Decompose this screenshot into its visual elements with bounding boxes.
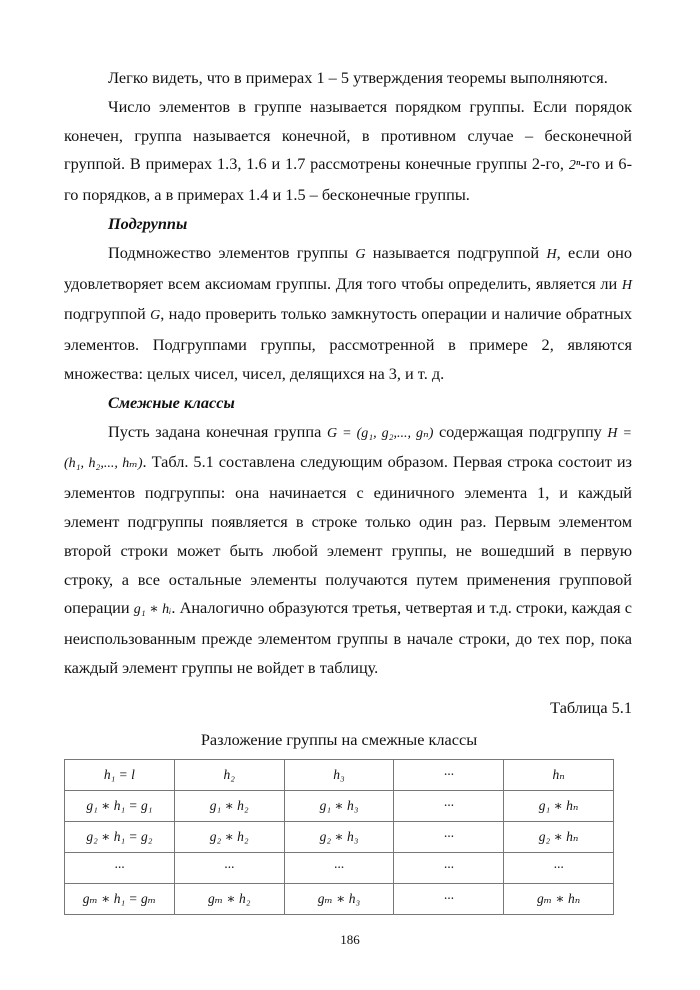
table-cell: ··· bbox=[394, 760, 504, 791]
heading-cosets: Смежные классы bbox=[108, 392, 235, 412]
table-cell: h₃ bbox=[284, 760, 394, 791]
table-cell: g₂ ∗ h₁ = g₂ bbox=[65, 822, 175, 853]
table-row bbox=[65, 884, 614, 915]
table-cell: hₙ bbox=[504, 760, 614, 791]
math: H bbox=[621, 277, 632, 293]
table-cell: ··· bbox=[284, 853, 394, 884]
table-row bbox=[65, 822, 614, 853]
table-row bbox=[65, 760, 614, 791]
text: Пусть задана конечная группа bbox=[108, 421, 327, 441]
table-cell: gₘ ∗ hₙ bbox=[504, 884, 614, 915]
paragraph-group-order bbox=[64, 93, 632, 210]
table-cell: g₁ ∗ h₁ = g₁ bbox=[65, 791, 175, 822]
table-number: Таблица 5.1 bbox=[550, 698, 632, 717]
text: . Аналогично образуются третья, четвертая и т.д. строки, каждая с неиспользованным прежде элементом группы в начале строки, до тех пор, пока каждый элемент группы не войдет в таблицу. bbox=[64, 598, 632, 677]
table-cell: gₘ ∗ h₃ bbox=[284, 884, 394, 915]
table-cell: gₘ ∗ h₂ bbox=[174, 884, 284, 915]
paragraph-examples: Легко видеть, что в примерах 1 – 5 утверждения теоремы выполняются. bbox=[108, 68, 608, 87]
paragraph-cosets bbox=[64, 418, 632, 683]
table-row bbox=[65, 853, 614, 884]
math: G bbox=[150, 308, 161, 324]
math: g₁ ∗ hᵢ bbox=[133, 602, 172, 618]
heading-subgroups: Подгруппы bbox=[108, 213, 188, 233]
table-cell: ··· bbox=[174, 853, 284, 884]
table-cell: ··· bbox=[394, 822, 504, 853]
math: G bbox=[355, 246, 366, 262]
table-cell: ··· bbox=[394, 853, 504, 884]
text: Число элементов в группе называется порядком группы. Если порядок конечен, группа называется конечной, в противном случае – бесконечной группой. В примерах 1.3, 1.6 и 1.7 рассмотрены конечные группы 2-го, bbox=[64, 96, 632, 174]
paragraph-subgroups bbox=[64, 239, 632, 389]
table-cell: g₂ ∗ h₃ bbox=[284, 822, 394, 853]
math: H = (h₁, h₂,..., hₘ) bbox=[64, 425, 633, 472]
table-cell: g₁ ∗ h₃ bbox=[284, 791, 394, 822]
body-text bbox=[64, 64, 632, 683]
text: называется подгруппой bbox=[365, 242, 547, 262]
table-row bbox=[65, 791, 614, 822]
math: 2ⁿ bbox=[568, 158, 581, 174]
text: . Табл. 5.1 составлена следующим образом. Первая строка состоит из элементов подгруппы: она начинается с единичного элемента 1, и каждый элемент подгруппы появляется в строке только один раз. Первым элементом второй строки может быть любой элемент группы, не вошедший в первую строку, а все остальные элементы получаются путем применения групповой операции bbox=[64, 452, 632, 618]
table-cell: ··· bbox=[394, 791, 504, 822]
text: содержащая подгруппу bbox=[433, 421, 608, 441]
text: , надо проверить только замкнутость операции и наличие обратных элементов. Подгруппами группы, рассмотренной в примере 2, являются множества: целых чисел, чисел, делящихся на 3, и т. д. bbox=[64, 304, 632, 383]
table-cell: g₁ ∗ hₙ bbox=[504, 791, 614, 822]
table-cell: g₂ ∗ hₙ bbox=[504, 822, 614, 853]
text: -го и 6-го порядков, а в примерах 1.4 и 1.5 – бесконечные группы. bbox=[64, 154, 632, 205]
math: G = (g₁, g₂,..., gₙ) bbox=[326, 425, 434, 441]
table-cell: gₘ ∗ h₁ = gₘ bbox=[65, 884, 175, 915]
table-cell: ··· bbox=[394, 884, 504, 915]
coset-table bbox=[64, 759, 614, 915]
text: , если оно удовлетворяет всем аксиомам группы. Для того чтобы определить, является ли bbox=[64, 242, 632, 293]
table-cell: h₁ = l bbox=[65, 760, 175, 791]
text: Подмножество элементов группы bbox=[108, 242, 356, 262]
table-cell: ··· bbox=[504, 853, 614, 884]
page-number: 186 bbox=[340, 932, 360, 947]
table-cell: g₁ ∗ h₂ bbox=[174, 791, 284, 822]
table-cell: ··· bbox=[65, 853, 175, 884]
text: подгруппой bbox=[64, 304, 151, 324]
table-caption: Разложение группы на смежные классы bbox=[200, 730, 478, 749]
table-cell: g₂ ∗ h₂ bbox=[174, 822, 284, 853]
math: H bbox=[546, 246, 557, 262]
table-cell: h₂ bbox=[174, 760, 284, 791]
